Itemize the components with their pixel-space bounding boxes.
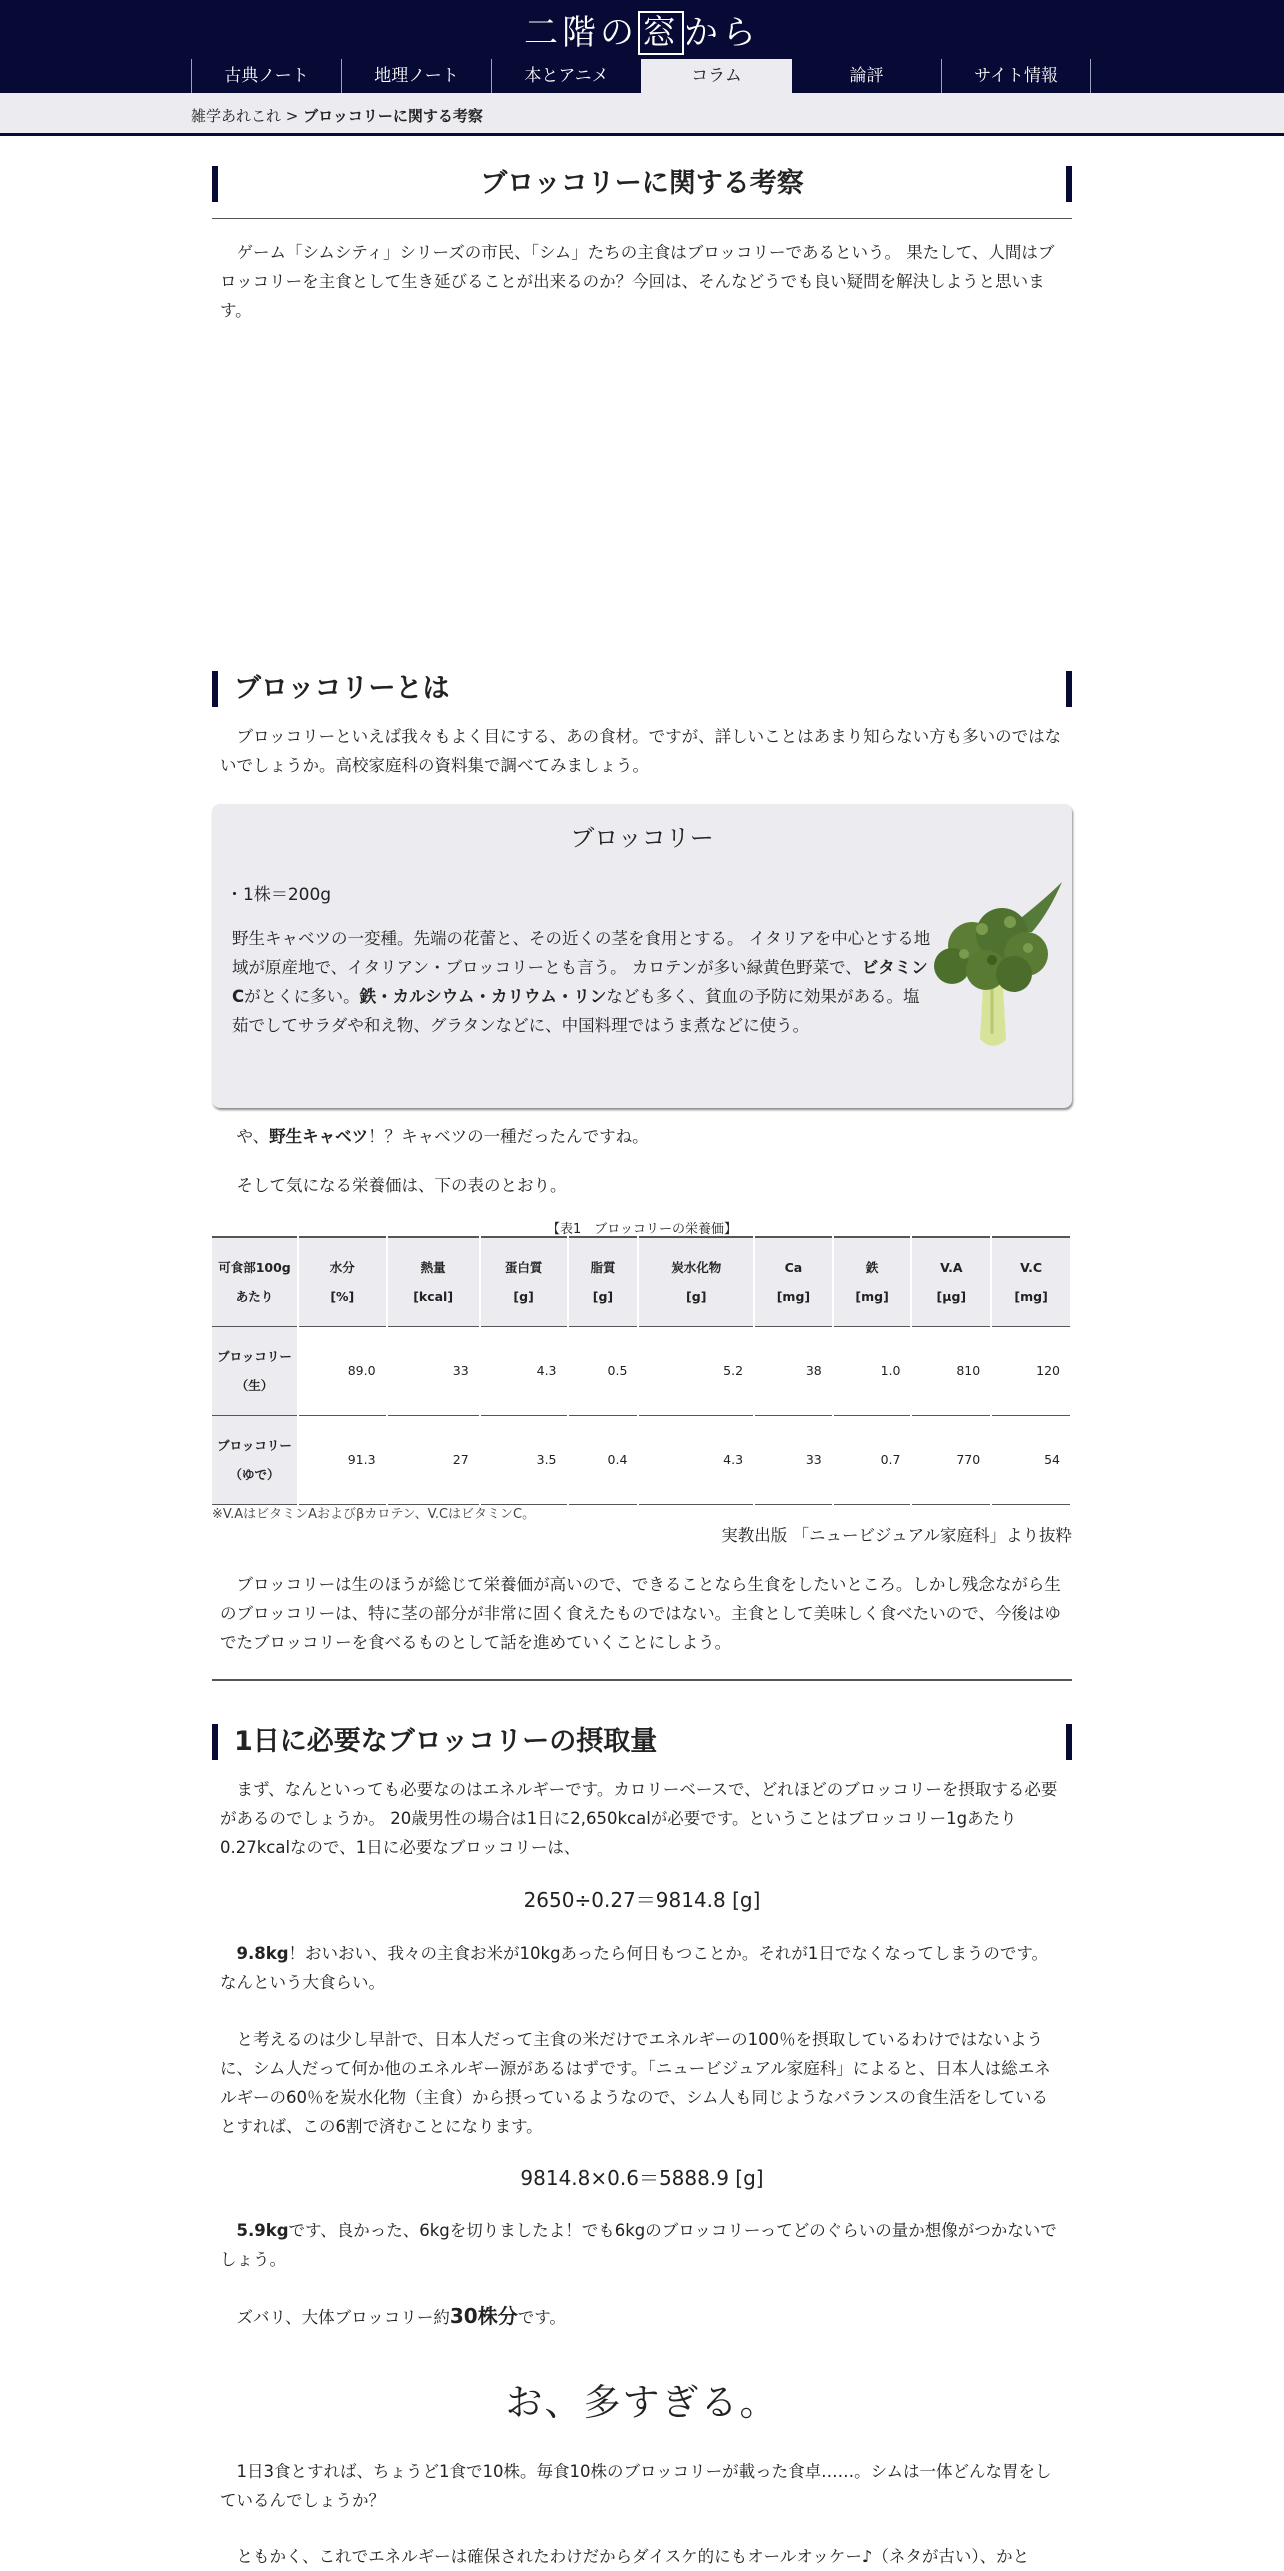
p4-text: です、良かった、6kgを切りましたよ！でも6kgのブロッコリーってどのぐらいの量か想像がつかないでしょう。 bbox=[220, 2221, 1057, 2269]
card-desc-text-d: なども多く、貧血の予防に効果がある。塩茹でしてサラダや和え物、グラタンなどに、中国料理ではうま煮などに使う。 bbox=[232, 987, 920, 1035]
breadcrumb-bar bbox=[0, 93, 1284, 136]
header-name: Ca bbox=[784, 1259, 803, 1275]
broccoli-image bbox=[922, 874, 1072, 1074]
site-logo[interactable] bbox=[0, 8, 1284, 58]
header-unit: [mg] bbox=[855, 1288, 889, 1304]
formula-1: 2650÷0.27＝9814.8 [g] bbox=[523, 1888, 761, 1912]
table-header bbox=[480, 1237, 568, 1326]
table-cell: 0.4 bbox=[568, 1415, 639, 1504]
table-header bbox=[568, 1237, 639, 1326]
exclamation: お、多すぎる。 bbox=[505, 2381, 779, 2424]
table-cell: 0.7 bbox=[833, 1415, 912, 1504]
p2-text: ！おいおい、我々の主食お米が10kgあったら何日もつことか。それが1日でなくなってしまうのです。なんという大食らい。 bbox=[220, 1944, 1049, 1992]
intake-paragraph-1: まず、なんといっても必要なのはエネルギーです。カロリーベースで、どれほどのブロッコリーを摂取する必要があるのでしょうか。 20歳男性の場合は1日に2,650kcalが必要です。ということはブロッコリー1gあたり0.27kcalなので、1日に必要なブロッコリーは、 bbox=[220, 1780, 1058, 1857]
section-heading-intake: 1日に必要なブロッコリーの摂取量 bbox=[212, 1724, 1072, 1760]
table-header bbox=[911, 1237, 991, 1326]
header-unit: [mg] bbox=[776, 1288, 811, 1304]
raw-vs-boiled-paragraph: ブロッコリーは生のほうが総じて栄養価が高いので、できることなら生食をしたいところ。しかし残念ながら生のブロッコリーは、特に茎の部分が非常に固く食えたものではない。主食として美味しく食べたいので、今後はゆでたブロッコリーを食べるものとして話を進めていくことにしよう。 bbox=[220, 1575, 1061, 1652]
card-desc-bold-vitamin: ビタミンC bbox=[232, 958, 928, 1006]
p5-text-c: です。 bbox=[517, 2308, 566, 2327]
table-cell: 54 bbox=[991, 1415, 1071, 1504]
header-unit: [g] bbox=[513, 1288, 534, 1304]
broccoli-info-card bbox=[212, 804, 1072, 1108]
header-name: 熱量 bbox=[420, 1259, 446, 1275]
header-unit: [g] bbox=[686, 1288, 707, 1304]
table-cell: 4.3 bbox=[480, 1326, 568, 1415]
intake-paragraph-5 bbox=[220, 2302, 1064, 2332]
header-unit: [mg] bbox=[1014, 1288, 1048, 1304]
p2-text-a: や、 bbox=[236, 1127, 270, 1146]
table-cell: 27 bbox=[387, 1415, 480, 1504]
table-cell: 33 bbox=[754, 1415, 833, 1504]
card-desc-text-c: がとくに多い。 bbox=[244, 987, 360, 1006]
nutrition-intro-paragraph: そして気になる栄養価は、下の表のとおり。 bbox=[236, 1176, 567, 1195]
table-header bbox=[638, 1237, 754, 1326]
header-name: 水分 bbox=[329, 1259, 355, 1275]
table-cell: 120 bbox=[991, 1326, 1071, 1415]
p5-text-a: ズバリ、大体ブロッコリー約 bbox=[236, 2308, 450, 2327]
table-header bbox=[387, 1237, 480, 1326]
table-cell: 5.2 bbox=[638, 1326, 754, 1415]
card-description bbox=[232, 924, 932, 1040]
p2-bold-amount: 9.8kg bbox=[236, 1944, 289, 1963]
header-name: 蛋白質 bbox=[504, 1259, 543, 1275]
table-header-row bbox=[212, 1237, 1071, 1326]
header-name: 脂質 bbox=[590, 1259, 616, 1275]
table-cell: 91.3 bbox=[298, 1415, 387, 1504]
table-source: 実教出版 「ニュービジュアル家庭科」より抜粋 bbox=[721, 1526, 1072, 1545]
p2-text-c: ！？キャベツの一種だったんですね。 bbox=[368, 1127, 649, 1146]
formula-2: 9814.8×0.6＝5888.9 [g] bbox=[520, 2166, 764, 2190]
header-unit: [kcal] bbox=[413, 1288, 454, 1304]
header-unit: [μg] bbox=[936, 1288, 967, 1304]
p2-bold: 野生キャベツ bbox=[269, 1127, 369, 1146]
table-row bbox=[212, 1326, 1071, 1415]
row-label: ブロッコリー（生） bbox=[212, 1326, 298, 1415]
logo-text-pre: 二階の bbox=[524, 13, 638, 53]
intake-paragraph-7: ともかく、これでエネルギーは確保されたわけだからダイスケ的にもオールオッケー♪（ネタが古い）、かと bbox=[236, 2547, 1030, 2566]
p5-bold: 30株分 bbox=[449, 2304, 518, 2328]
nav-item-site-info[interactable]: サイト情報 bbox=[941, 59, 1091, 93]
header-unit: [%] bbox=[330, 1288, 355, 1304]
table-cell: 4.3 bbox=[638, 1415, 754, 1504]
nav-item-classics[interactable]: 古典ノート bbox=[191, 59, 341, 93]
card-desc-text-a: 野生キャベツの一変種。先端の花蕾と、その近くの茎を食用とする。 イタリアを中心とする地域が原産地で、イタリアン・ブロッコリーとも言う。 カロテンが多い緑黄色野菜で、 bbox=[232, 929, 931, 977]
p4-bold-amount: 5.9kg bbox=[236, 2221, 289, 2240]
nav-item-books-anime[interactable]: 本とアニメ bbox=[491, 59, 641, 93]
table-header bbox=[754, 1237, 833, 1326]
intake-paragraph-6: 1日3食とすれば、ちょうど1食で10株。毎食10株のブロッコリーが載った食卓……。シムは一体どんな胃をしているんでしょうか？ bbox=[220, 2462, 1052, 2510]
breadcrumb-separator: > bbox=[281, 107, 304, 125]
table-header bbox=[833, 1237, 912, 1326]
section-divider bbox=[212, 1679, 1072, 1681]
table-cell: 3.5 bbox=[480, 1415, 568, 1504]
table-corner-header: 可食部100gあたり bbox=[212, 1237, 298, 1326]
about-paragraph: ブロッコリーといえば我々もよく目にする、あの食材。ですが、詳しいことはあまり知らない方も多いのではないでしょうか。高校家庭科の資料集で調べてみましょう。 bbox=[220, 727, 1062, 775]
header-name: V.A bbox=[940, 1259, 963, 1275]
table-cell: 38 bbox=[754, 1326, 833, 1415]
table-cell: 89.0 bbox=[298, 1326, 387, 1415]
card-title: ブロッコリー bbox=[570, 824, 714, 852]
table-caption: 【表1 ブロッコリーの栄養価】 bbox=[546, 1222, 737, 1237]
header-name: 鉄 bbox=[865, 1259, 879, 1275]
main-nav bbox=[191, 59, 1091, 93]
header-name: V.C bbox=[1020, 1259, 1043, 1275]
page-title: ブロッコリーに関する考察 bbox=[212, 166, 1072, 202]
table-row bbox=[212, 1415, 1071, 1504]
nav-item-review[interactable]: 論評 bbox=[791, 59, 941, 93]
table-cell: 33 bbox=[387, 1326, 480, 1415]
table-cell: 0.5 bbox=[568, 1326, 639, 1415]
site-header bbox=[0, 0, 1284, 93]
breadcrumb-current: ブロッコリーに関する考察 bbox=[303, 107, 483, 125]
intake-paragraph-4 bbox=[220, 2216, 1064, 2274]
header-unit: [g] bbox=[592, 1288, 614, 1304]
row-label: ブロッコリー（ゆで） bbox=[212, 1415, 298, 1504]
table-cell: 810 bbox=[911, 1326, 991, 1415]
table-header bbox=[991, 1237, 1071, 1326]
nav-item-geography[interactable]: 地理ノート bbox=[341, 59, 491, 93]
table-note: ※V.AはビタミンAおよびβカロテン、V.CはビタミンC。 bbox=[212, 1507, 536, 1522]
header-name: 炭水化物 bbox=[671, 1259, 722, 1275]
breadcrumb-parent-link[interactable]: 雑学あれこれ bbox=[191, 107, 282, 125]
logo-text-boxed: 窓 bbox=[638, 11, 684, 55]
wild-cabbage-paragraph bbox=[220, 1122, 1064, 1151]
intake-paragraph-3: と考えるのは少し早計で、日本人だって主食の米だけでエネルギーの100％を摂取しているわけではないように、シム人だって何か他のエネルギー源があるはずです。「ニュービジュアル家庭科」によると、日本人は総エネルギーの60％を炭水化物（主食）から摂っているようなので、シム人も同じようなバランスの食生活をしているとすれば、この6割で済むことになります。 bbox=[220, 2030, 1051, 2136]
breadcrumb bbox=[191, 105, 483, 126]
intake-paragraph-2 bbox=[220, 1939, 1064, 1997]
title-divider bbox=[212, 218, 1072, 219]
table-header bbox=[298, 1237, 387, 1326]
nav-item-column[interactable]: コラム bbox=[641, 59, 791, 93]
card-desc-bold-minerals: 鉄・カルシウム・カリウム・リン bbox=[359, 987, 607, 1006]
section-heading-about: ブロッコリーとは bbox=[212, 671, 1072, 707]
table-cell: 770 bbox=[911, 1415, 991, 1504]
intro-paragraph: ゲーム「シムシティ」シリーズの市民、「シム」たちの主食はブロッコリーであるという。 果たして、人間はブロッコリーを主食として生き延びることが出来るのか？今回は、そんなどうでも良い疑問を解決しようと思います。 bbox=[220, 243, 1055, 320]
card-spec: ・1株＝200g bbox=[226, 885, 332, 905]
logo-text-post: から bbox=[684, 13, 760, 53]
table-cell: 1.0 bbox=[833, 1326, 912, 1415]
nutrition-table bbox=[212, 1236, 1072, 1505]
